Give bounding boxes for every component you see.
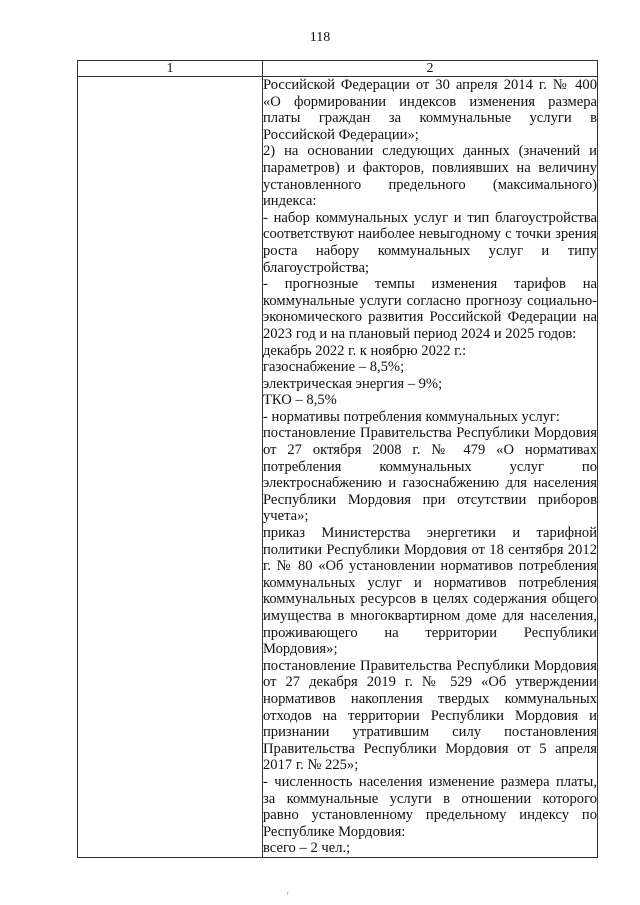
paragraph-basis-intro: 2) на основании следующих данных (значений и параметров) и факторов, повлиявших на величину установленного предельного (максимального) индекса: [263,143,597,210]
paragraph-population: - численность населения изменение размера платы, за коммунальные услуги в отношении которого равно установленному предельному индексу по Республике Мордовия: [263,773,597,840]
column-header-1: 1 [78,61,263,77]
column-1-cell [78,77,263,858]
table-row [78,77,598,858]
paragraph-resolution-529: постановление Правительства Республики Мордовия от 27 декабря 2019 г. № 529 «Об утверждении нормативов накопления твердых коммунальных отходов на территории Республики Мордовия и признании утратившим силу постановления Правительства Республики Мордовия от 5 апреля 2017 г. № 225»; [263,657,597,774]
paragraph-resolution-479: постановление Правительства Республики Мордовия от 27 октября 2008 г. № 479 «О нормативах потребления коммунальных услуг по электроснабжению и газоснабжению для населения Республики Мордовия при отсутствии приборов учета»; [263,425,597,525]
paragraph-decree-reference-end: Российской Федерации от 30 апреля 2014 г. № 400 «О формировании индексов изменения размера платы граждан за коммунальные услуги в Российской Федерации»; [263,77,597,143]
column-2-cell [263,77,598,858]
paragraph-services-set: - набор коммунальных услуг и тип благоустройства соответствуют наиболее невыгодному с точки зрения роста набору коммунальных услуг и типу благоустройства; [263,209,597,276]
paragraph-electricity: электрическая энергия – 9%; [263,375,443,392]
column-header-2: 2 [263,61,598,77]
page-number: 118 [309,30,331,45]
table-header-row [78,61,598,77]
paragraph-norms-heading: - нормативы потребления коммунальных услуг: [263,408,560,425]
paragraph-order-80: приказ Министерства энергетики и тарифной политики Республики Мордовия от 18 сентября 2012 г. № 80 «Об установлении нормативов потребления коммунальных услуг и нормативов потребления коммунальных ресурсов в целях содержания общего имущества в многоквартирном доме для населения, проживающего на территории Республики Мордовия»; [263,525,597,658]
paragraph-tariff-forecast: - прогнозные темпы изменения тарифов на коммунальные услуги согласно прогнозу социально-экономического развития Российской Федерации на 2023 год и на плановый период 2024 и 2025 годов: [263,276,597,342]
scan-mark: ʳ [287,889,289,899]
content-table [77,60,598,858]
paragraph-period: декабрь 2022 г. к ноябрю 2022 г.: [263,342,467,359]
paragraph-tko: ТКО – 8,5% [263,392,337,409]
paragraph-gas: газоснабжение – 8,5%; [263,359,405,376]
paragraph-total: всего – 2 чел.; [263,840,351,857]
